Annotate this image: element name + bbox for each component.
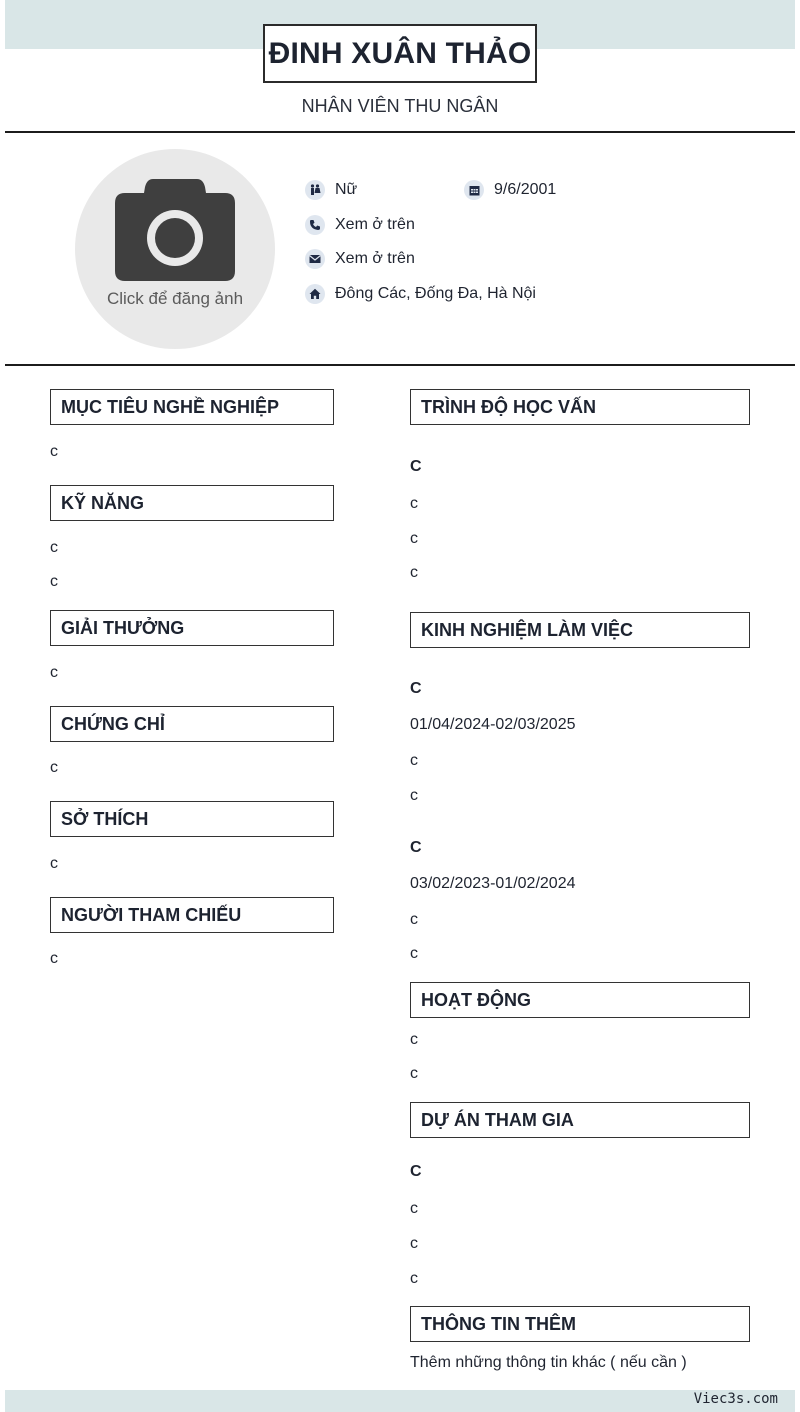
section-objective[interactable]: MỤC TIÊU NGHỀ NGHIỆP bbox=[50, 389, 334, 425]
skills-line[interactable]: c bbox=[50, 573, 58, 590]
section-activities[interactable]: HOẠT ĐỘNG bbox=[410, 982, 750, 1018]
gender-icon bbox=[305, 180, 325, 200]
project-line[interactable]: c bbox=[410, 1235, 418, 1252]
gender-row[interactable] bbox=[305, 180, 357, 200]
phone-value[interactable]: Xem ở trên bbox=[335, 216, 415, 233]
footer-band bbox=[5, 1390, 795, 1412]
address-row[interactable] bbox=[305, 284, 536, 304]
job-heading[interactable]: C bbox=[410, 839, 422, 856]
job-period[interactable]: 03/02/2023-01/02/2024 bbox=[410, 875, 576, 892]
address-value[interactable]: Đông Các, Đống Đa, Hà Nội bbox=[335, 285, 536, 302]
envelope-icon bbox=[305, 249, 325, 269]
home-icon bbox=[305, 284, 325, 304]
section-experience[interactable]: KINH NGHIỆM LÀM VIỆC bbox=[410, 612, 750, 648]
job-heading[interactable]: C bbox=[410, 680, 422, 697]
section-projects[interactable]: DỰ ÁN THAM GIA bbox=[410, 1102, 750, 1138]
skills-line[interactable]: c bbox=[50, 539, 58, 556]
brand-watermark: Viec3s.com bbox=[693, 1391, 778, 1407]
activities-line[interactable]: c bbox=[410, 1031, 418, 1048]
email-value[interactable]: Xem ở trên bbox=[335, 250, 415, 267]
section-hobbies[interactable]: SỞ THÍCH bbox=[50, 801, 334, 837]
education-line[interactable]: c bbox=[410, 564, 418, 581]
job-title[interactable]: NHÂN VIÊN THU NGÂN bbox=[301, 96, 499, 116]
phone-row[interactable] bbox=[305, 215, 415, 235]
birthday-row[interactable] bbox=[464, 180, 556, 200]
section-education[interactable]: TRÌNH ĐỘ HỌC VẤN bbox=[410, 389, 750, 425]
avatar-caption[interactable]: Click để đăng ảnh bbox=[106, 289, 244, 308]
job-line[interactable]: c bbox=[410, 945, 418, 962]
objective-line[interactable]: c bbox=[50, 443, 58, 460]
section-references[interactable]: NGƯỜI THAM CHIẾU bbox=[50, 897, 334, 933]
camera-icon bbox=[115, 179, 235, 283]
hobbies-line[interactable]: c bbox=[50, 855, 58, 872]
project-heading[interactable]: C bbox=[410, 1163, 422, 1180]
project-line[interactable]: c bbox=[410, 1270, 418, 1287]
email-row[interactable] bbox=[305, 249, 415, 269]
certificates-line[interactable]: c bbox=[50, 759, 58, 776]
name-box[interactable] bbox=[263, 24, 537, 83]
birthday-value[interactable]: 9/6/2001 bbox=[494, 181, 557, 198]
job-line[interactable]: c bbox=[410, 911, 418, 928]
avatar-upload[interactable] bbox=[75, 149, 275, 349]
activities-line[interactable]: c bbox=[410, 1065, 418, 1082]
extra-info-text[interactable]: Thêm những thông tin khác ( nếu cần ) bbox=[410, 1354, 687, 1371]
references-line[interactable]: c bbox=[50, 950, 58, 967]
education-heading[interactable]: C bbox=[410, 458, 422, 475]
divider-top bbox=[5, 131, 795, 133]
job-line[interactable]: c bbox=[410, 787, 418, 804]
section-awards[interactable]: GIẢI THƯỞNG bbox=[50, 610, 334, 646]
job-line[interactable]: c bbox=[410, 752, 418, 769]
education-line[interactable]: c bbox=[410, 530, 418, 547]
education-line[interactable]: c bbox=[410, 495, 418, 512]
section-skills[interactable]: KỸ NĂNG bbox=[50, 485, 334, 521]
phone-icon bbox=[305, 215, 325, 235]
calendar-icon bbox=[464, 180, 484, 200]
gender-value[interactable]: Nữ bbox=[335, 181, 358, 198]
divider-bottom bbox=[5, 364, 795, 366]
section-extra-info[interactable]: THÔNG TIN THÊM bbox=[410, 1306, 750, 1342]
section-certificates[interactable]: CHỨNG CHỈ bbox=[50, 706, 334, 742]
project-line[interactable]: c bbox=[410, 1200, 418, 1217]
candidate-name[interactable]: ĐINH XUÂN THẢO bbox=[268, 36, 532, 70]
awards-line[interactable]: c bbox=[50, 664, 58, 681]
job-period[interactable]: 01/04/2024-02/03/2025 bbox=[410, 716, 576, 733]
